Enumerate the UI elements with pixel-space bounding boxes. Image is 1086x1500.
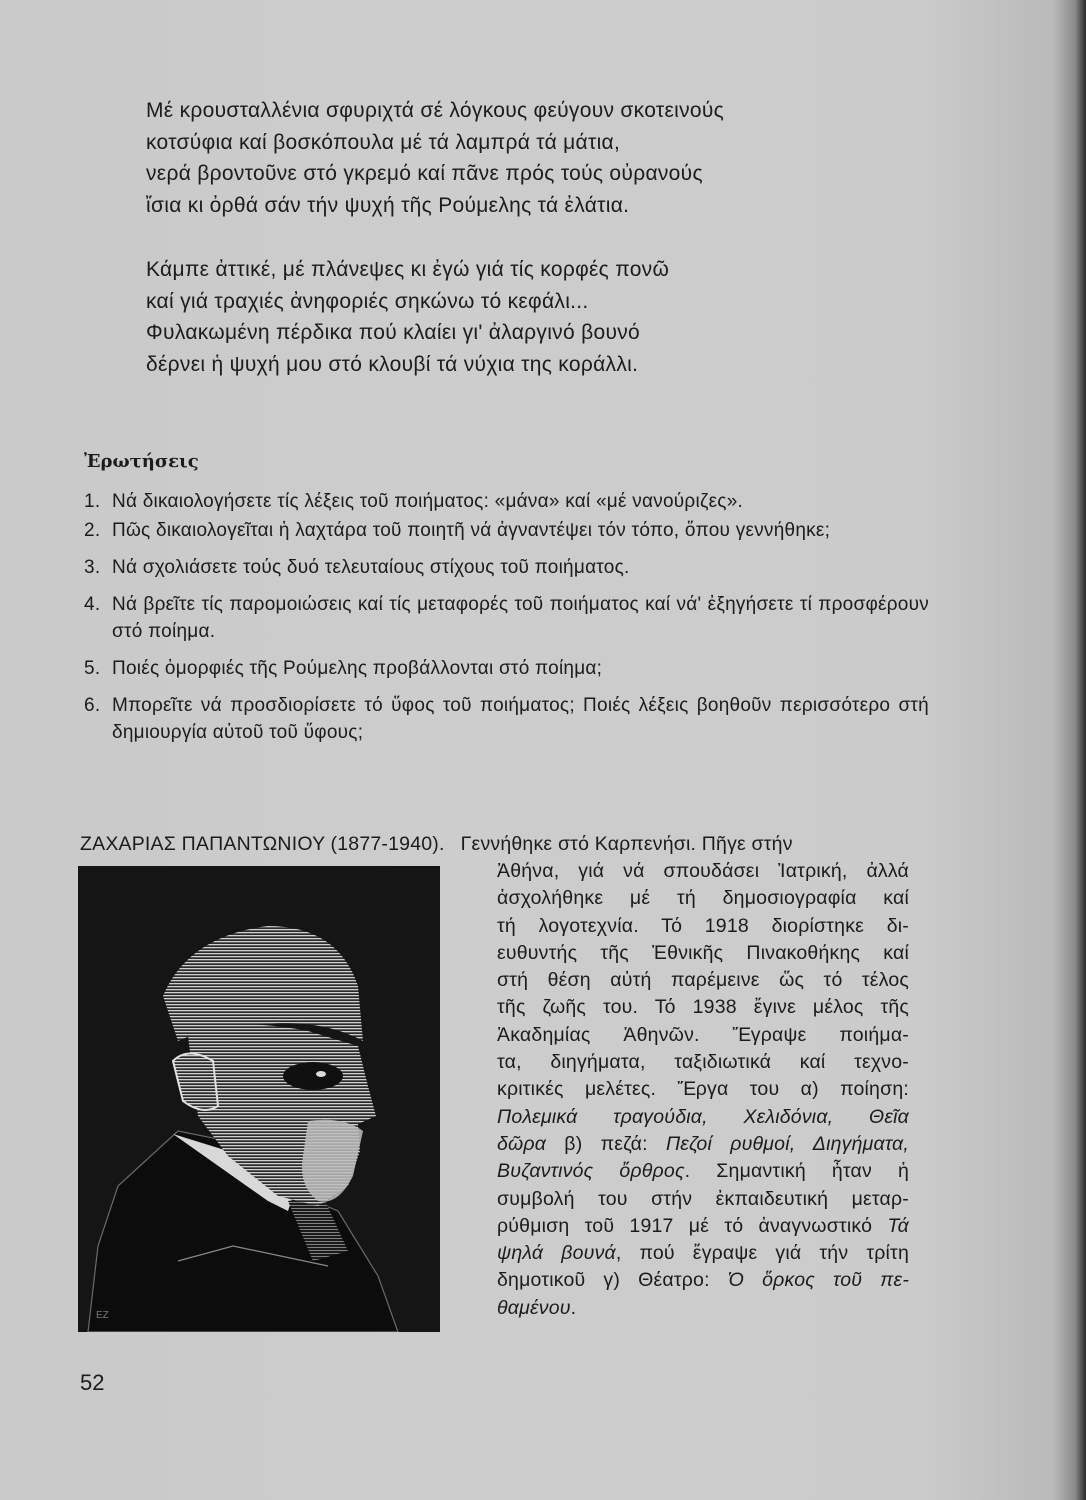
question-item xyxy=(84,591,929,645)
bio-line xyxy=(497,1158,909,1185)
work-title: Πεζοί ρυθμοί, Διηγήματα, xyxy=(665,1132,909,1155)
question-number: 3. xyxy=(84,557,101,578)
page-number: 52 xyxy=(80,1370,105,1395)
poem-line: καί γιά τραχιές ἀνηφοριές σηκώνω τό κεφάλι... xyxy=(146,289,589,313)
bio-text: , πού ἔγραψε γιά τήν τρίτη xyxy=(615,1242,909,1265)
poem-line: δέρνει ἡ ψυχή μου στό κλουβί τά νύχια της κοράλλι. xyxy=(146,352,639,376)
bio-line xyxy=(497,1295,909,1322)
biography-heading xyxy=(80,830,912,858)
bio-text: δημοτικοῦ γ) Θέατρο: xyxy=(497,1269,728,1292)
questions-list xyxy=(84,488,929,756)
bio-text: ρύθμιση τοῦ 1917 μέ τό ἀναγνωστικό xyxy=(497,1214,888,1237)
work-title: ψηλά βουνά xyxy=(497,1242,616,1265)
poem-line: νερά βροντοῦνε στό γκρεμό καί πᾶνε πρός τούς οὐρανούς xyxy=(146,162,703,185)
bio-line: ἀσχολήθηκε μέ τή δημοσιογραφία καί xyxy=(497,887,909,910)
engraver-mark: ΕΖ xyxy=(96,1310,109,1321)
biography-first-line: Γεννήθηκε στό Καρπενήσι. Πῆγε στήν xyxy=(460,833,793,855)
bio-text: . Σημαντική ἦταν ἡ xyxy=(684,1160,909,1183)
question-text: Νά σχολιάσετε τούς δυό τελευταίους στίχους τοῦ ποιήματος. xyxy=(112,557,630,578)
work-title: Πολεμικά τραγούδια, Χελιδόνια, Θεῖα xyxy=(497,1105,909,1128)
question-text: Ποιές ὀμορφιές τῆς Ρούμελης προβάλλονται στό ποίημα; xyxy=(112,658,603,679)
work-title: θαμένου xyxy=(497,1296,571,1319)
question-number: 6. xyxy=(84,695,101,716)
bio-line: στή θέση αὐτή παρέμεινε ὥς τό τέλος xyxy=(497,969,909,992)
bio-line: Ἀκαδημίας Ἀθηνῶν. Ἔγραψε ποιήμα- xyxy=(497,1023,909,1046)
bio-line: ευθυντής τῆς Ἐθνικῆς Πινακοθήκης καί xyxy=(497,941,909,964)
poem-line: κοτσύφια καί βοσκόπουλα μέ τά λαμπρά τά μάτια, xyxy=(146,130,621,154)
poem-stanza-2 xyxy=(146,254,906,380)
work-title: Τά xyxy=(887,1214,909,1237)
question-item xyxy=(84,655,929,682)
questions-heading: Ἐρωτήσεις xyxy=(84,451,199,472)
portrait-engraving-icon xyxy=(78,866,440,1332)
bio-line xyxy=(497,1104,909,1131)
author-name: ΖΑΧΑΡΙΑΣ ΠΑΠΑΝΤΩΝΙΟΥ (1877-1940). xyxy=(80,833,445,855)
bio-line xyxy=(497,1213,909,1240)
poem-line: Μέ κρουσταλλένια σφυριχτά σέ λόγκους φεύγουν σκοτεινούς xyxy=(146,99,725,122)
question-number: 4. xyxy=(84,594,101,615)
bio-line: συμβολή του στήν ἐκπαιδευτική μεταρ- xyxy=(497,1187,909,1210)
question-text: Μπορεῖτε νά προσδιορίσετε τό ὕφος τοῦ ποιήματος; Ποιές λέξεις βοηθοῦν περισσότερο στή δημιουργία αὐτοῦ τοῦ ὕφους; xyxy=(112,695,929,743)
question-item xyxy=(84,692,929,746)
bio-line: τή λογοτεχνία. Τό 1918 διορίστηκε δι- xyxy=(497,914,909,937)
question-number: 5. xyxy=(84,658,101,679)
question-text: Πῶς δικαιολογεῖται ἡ λαχτάρα τοῦ ποιητῆ νά ἀγναντέψει τόν τόπο, ὅπου γεννήθηκε; xyxy=(112,520,831,541)
question-text: Νά δικαιολογήσετε τίς λέξεις τοῦ ποιήματος: «μάνα» καί «μέ νανούριζες». xyxy=(112,491,744,512)
work-title: Ὁ ὅρκος τοῦ πε- xyxy=(727,1269,910,1292)
bio-text: . xyxy=(570,1296,577,1319)
poem-line: Φυλακωμένη πέρδικα πού κλαίει γι' ἀλαργινό βουνό xyxy=(146,321,641,344)
poem-line: Κάμπε ἀττικέ, μέ πλάνεψες κι ἐγώ γιά τίς κορφές πονῶ xyxy=(146,258,670,281)
question-item xyxy=(84,554,929,581)
bio-line: τα, διηγήματα, ταξιδιωτικά καί τεχνο- xyxy=(497,1051,909,1074)
question-number: 1. xyxy=(84,491,101,512)
question-text: Νά βρεῖτε τίς παρομοιώσεις καί τίς μεταφορές τοῦ ποιήματος καί νά' ἐξηγήσετε τί προσφέρουν στό ποίημα. xyxy=(112,594,929,642)
bio-text: β) πεζά: xyxy=(546,1132,666,1155)
bio-line: κριτικές μελέτες. Ἔργα του α) ποίηση: xyxy=(497,1078,909,1101)
question-item xyxy=(84,488,929,515)
bio-line xyxy=(497,1131,909,1158)
bio-line xyxy=(497,1267,909,1294)
bio-line: Ἀθήνα, γιά νά σπουδάσει Ἰατρική, ἀλλά xyxy=(497,860,909,882)
work-title: δῶρα xyxy=(497,1132,547,1155)
bio-line: τῆς ζωῆς του. Τό 1938 ἔγινε μέλος τῆς xyxy=(497,996,909,1019)
question-item xyxy=(84,517,929,544)
poem-line: ἴσια κι ὀρθά σάν τήν ψυχή τῆς Ρούμελης τά ἐλάτια. xyxy=(146,193,630,217)
question-number: 2. xyxy=(84,520,101,541)
biography-text xyxy=(497,858,909,1322)
author-portrait xyxy=(78,866,440,1332)
bio-line xyxy=(497,1240,909,1267)
poem-stanza-1 xyxy=(146,95,906,221)
work-title: Βυζαντινός ὄρθρος xyxy=(497,1160,685,1183)
